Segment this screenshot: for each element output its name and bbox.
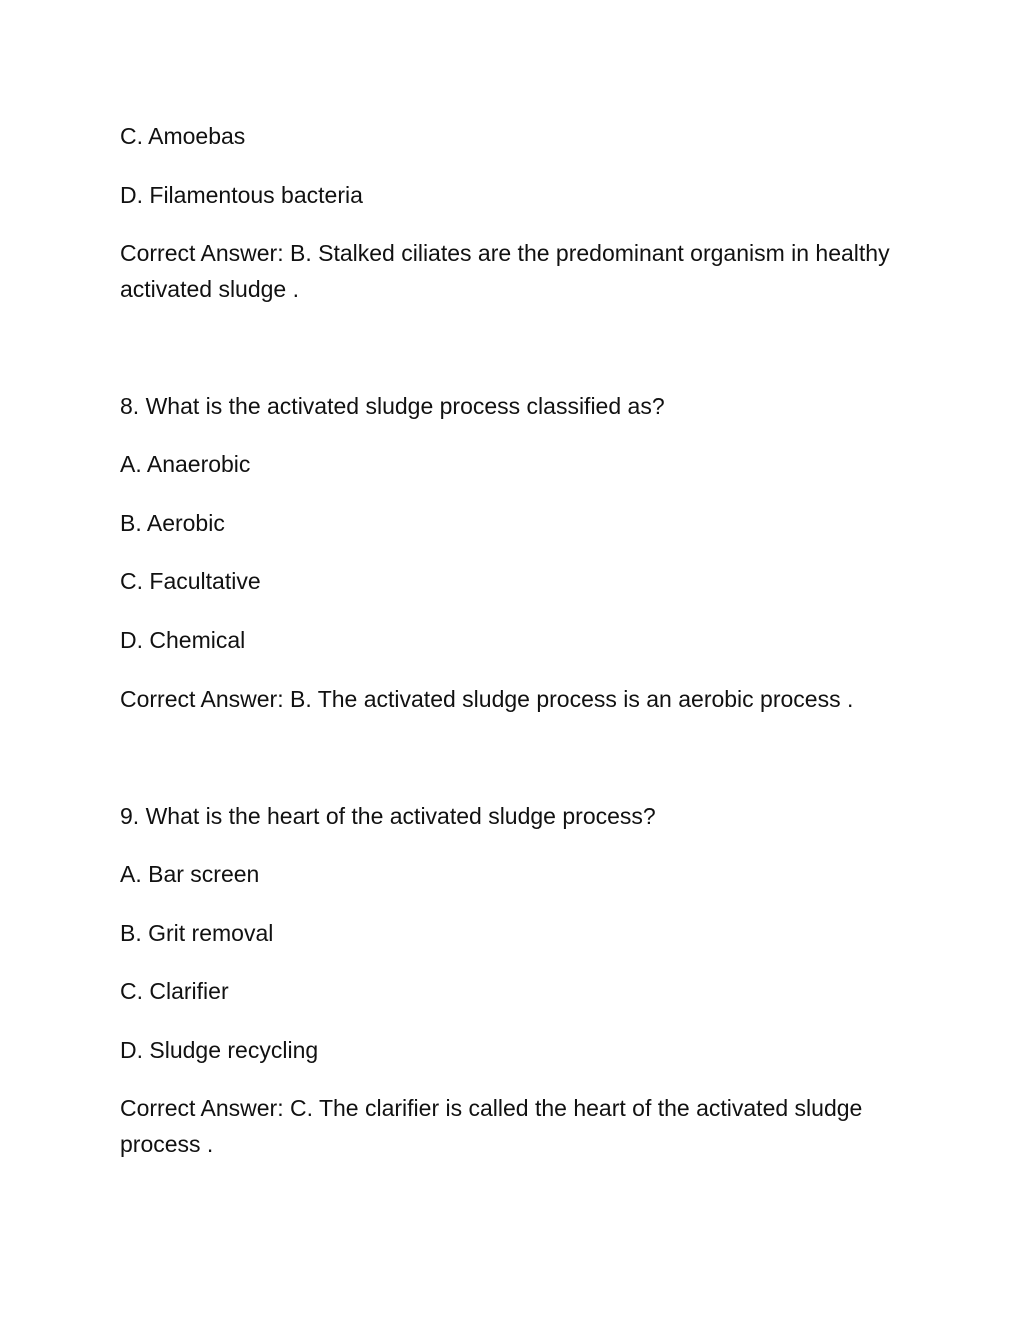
question-8: 8. What is the activated sludge process classified as? — [120, 393, 665, 419]
option-c-amoebas: C. Amoebas — [120, 123, 246, 149]
q8-option-b: B. Aerobic — [120, 510, 225, 536]
q9-option-b: B. Grit removal — [120, 920, 274, 946]
question-9: 9. What is the heart of the activated sludge process? — [120, 803, 656, 829]
q8-option-d: D. Chemical — [120, 627, 246, 653]
answer-q8: Correct Answer: B. The activated sludge process is an aerobic process . — [120, 686, 854, 712]
answer-q7: Correct Answer: B. Stalked ciliates are the predominant organism in healthy activated sludge . — [120, 240, 890, 302]
q9-option-c: C. Clarifier — [120, 978, 229, 1004]
option-d-filamentous: D. Filamentous bacteria — [120, 182, 363, 208]
q8-option-a: A. Anaerobic — [120, 451, 251, 477]
q9-option-d: D. Sludge recycling — [120, 1037, 319, 1063]
answer-q9: Correct Answer: C. The clarifier is called the heart of the activated sludge process . — [120, 1095, 863, 1157]
q9-option-a: A. Bar screen — [120, 861, 260, 887]
q8-option-c: C. Facultative — [120, 568, 261, 594]
